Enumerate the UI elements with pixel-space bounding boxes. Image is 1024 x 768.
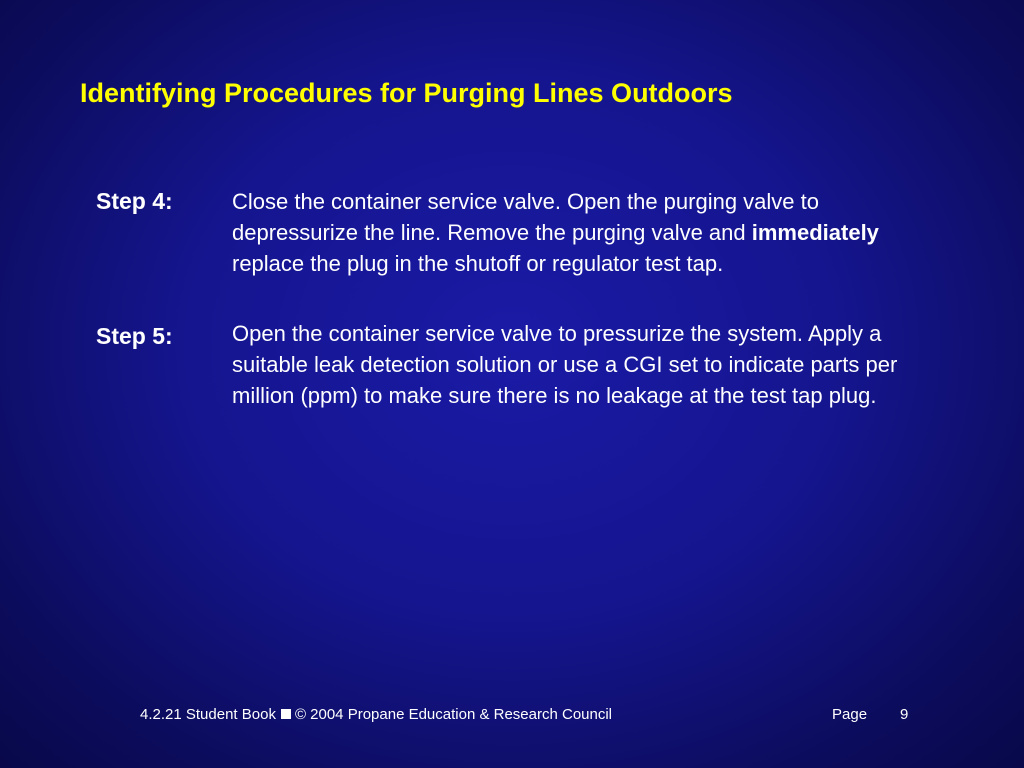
step-5-text: Open the container service valve to pressurize the system. Apply a suitable leak detection solution or use a CGI set to indicate parts per million (ppm) to make sure there is no leakage at the test tap plug. (232, 321, 898, 408)
footer-copyright: © 2004 Propane Education & Research Council (294, 706, 613, 723)
bullet-square-icon (281, 709, 291, 719)
step-4-label: Step 4: (96, 188, 173, 214)
step-5-label: Step 5: (96, 323, 173, 349)
footer-page-number: 9 (900, 706, 909, 723)
step-4-text-before: Close the container service valve. Open the purging valve to depressurize the line. Remove the purging valve and (232, 189, 819, 245)
step-4-emphasis: immediately (751, 220, 879, 245)
footer-book: 4.2.21 Student Book (140, 706, 276, 723)
step-4-text-after: replace the plug in the shutoff or regulator test tap. (232, 251, 724, 276)
footer-credit (140, 706, 612, 723)
step-4-text (232, 186, 932, 279)
slide-title: Identifying Procedures for Purging Lines Outdoors (80, 78, 733, 108)
footer-page-label: Page (832, 706, 868, 723)
